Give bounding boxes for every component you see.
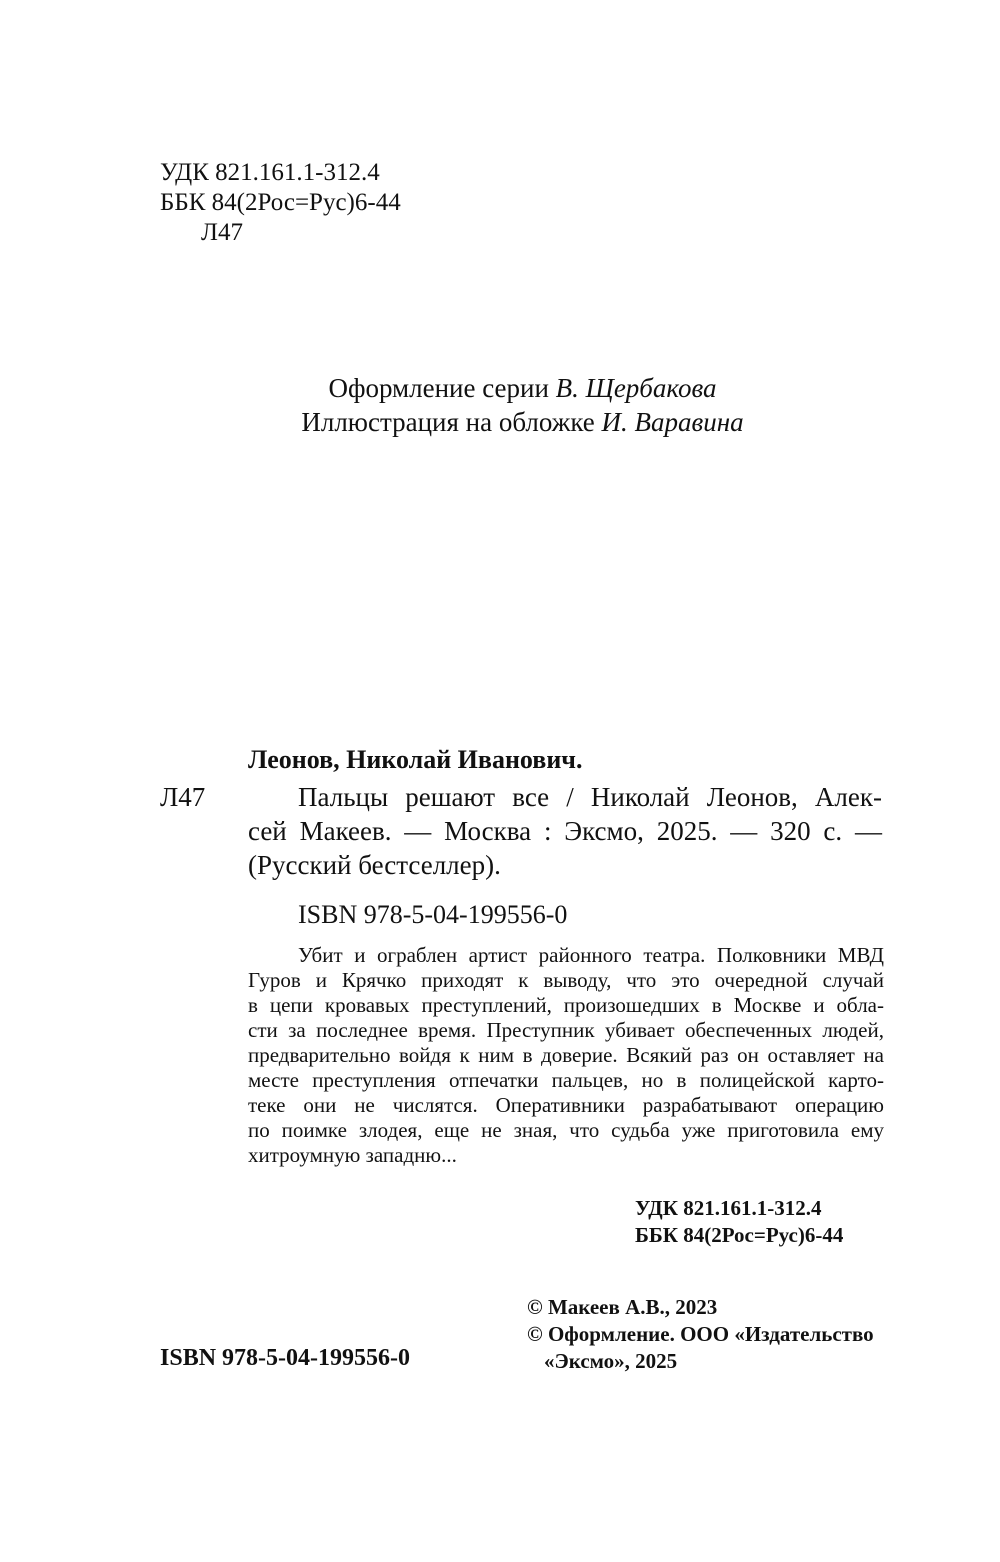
author-mark-record: Л47	[160, 782, 206, 812]
annotation-line-4: сти за последнее время. Преступник убивает обеспеченных людей,	[248, 1018, 884, 1042]
udk-code-top: УДК 821.161.1-312.4	[160, 159, 380, 186]
annotation-line-2: Гуров и Крячко приходят к выводу, что это очередной случай	[248, 968, 884, 992]
author-mark-top: Л47	[201, 219, 243, 246]
annotation-line-9: хитроумную западню...	[248, 1143, 457, 1167]
title-line-3: (Русский бестселлер).	[248, 850, 501, 880]
author-heading: Леонов, Николай Иванович.	[248, 745, 583, 774]
illustration-label: Иллюстрация на обложке	[301, 407, 595, 437]
annotation-line-1: Убит и ограблен артист районного театра. Полковники МВД	[298, 943, 884, 967]
copyright-line-1: © Макеев А.В., 2023	[527, 1295, 718, 1319]
udk-code-bottom: УДК 821.161.1-312.4	[635, 1196, 822, 1220]
illustration-name: И. Варавина	[601, 407, 744, 437]
bbk-code-top: ББК 84(2Рос=Рус)6-44	[160, 189, 401, 216]
copyright-line-2: © Оформление. ООО «Издательство	[527, 1322, 874, 1346]
series-design-credit	[0, 371, 1000, 405]
copyright-line-3: «Эксмо», 2025	[544, 1349, 678, 1373]
title-line-2: сей Макеев. — Москва : Эксмо, 2025. — 320 с. —	[248, 816, 882, 846]
annotation-line-5: предварительно войдя к ним в доверие. Всякий раз он оставляет на	[248, 1043, 884, 1067]
illustration-credit	[0, 405, 1000, 439]
annotation-line-7: теке они не числятся. Оперативники разрабатывают операцию	[248, 1093, 884, 1117]
isbn-footer: ISBN 978-5-04-199556-0	[160, 1345, 410, 1371]
annotation-line-8: по поимке злодея, еще не зная, что судьба уже приготовила ему	[248, 1118, 884, 1142]
series-design-label: Оформление серии	[328, 373, 549, 403]
series-design-name: В. Щербакова	[555, 373, 717, 403]
isbn-record: ISBN 978-5-04-199556-0	[298, 900, 568, 929]
annotation-line-6: месте преступления отпечатки пальцев, но в полицейской карто-	[248, 1068, 884, 1092]
title-line-1: Пальцы решают все / Николай Леонов, Алек-	[298, 782, 882, 812]
annotation-line-3: в цепи кровавых преступлений, произошедших в Москве и обла-	[248, 993, 884, 1017]
bbk-code-bottom: ББК 84(2Рос=Рус)6-44	[635, 1223, 844, 1247]
